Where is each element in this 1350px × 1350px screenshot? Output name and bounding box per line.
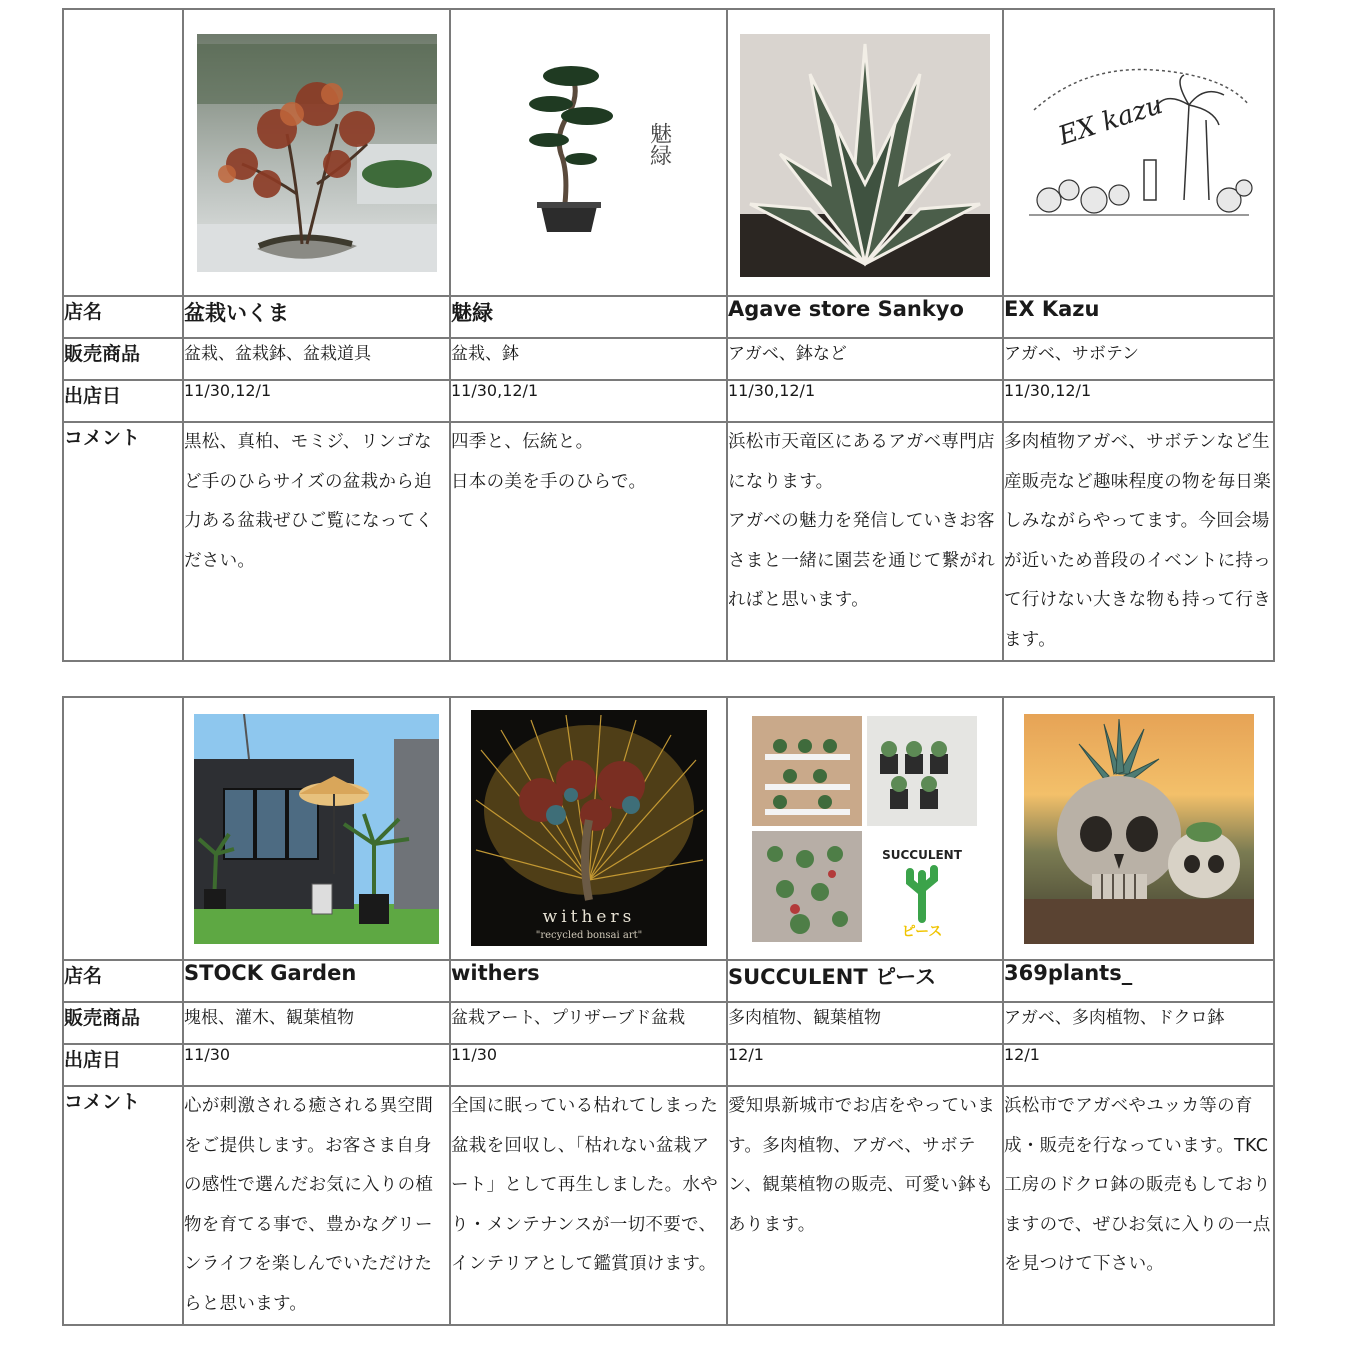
vendor-name: 魅緑 — [450, 296, 727, 338]
vendor-date: 12/1 — [1003, 1044, 1274, 1086]
vendor-table-1 — [62, 8, 1275, 662]
logo-subtext: ピース — [901, 924, 943, 940]
label-comment: コメント — [63, 1086, 183, 1325]
comment-text: 心が刺激される癒される異空間をご提供します。お客さま自身の感性で選んだお気に入りの植物を育てる事で、豊かなグリーンライフを楽しんでいただけたらと思います。 — [184, 1096, 434, 1314]
vendor-products: アガベ、鉢など — [727, 338, 1003, 380]
pine-bonsai-logo — [469, 34, 709, 272]
vendor-image-cell — [727, 9, 1003, 296]
label-name: 店名 — [63, 960, 183, 1002]
vendor-table-2 — [62, 696, 1275, 1326]
vendor-image-cell — [450, 9, 727, 296]
vendor-products: 盆栽、盆栽鉢、盆栽道具 — [183, 338, 450, 380]
label-name: 店名 — [63, 296, 183, 338]
vendor-name: withers — [450, 960, 727, 1002]
comment-text: 全国に眠っている枯れてしまった盆栽を回収し、「枯れない盆栽アート」として再生しました。水やり・メンテナンスが一切不要で、インテリアとして鑑賞頂けます。 — [451, 1096, 718, 1274]
vendor-products: 盆栽、鉢 — [450, 338, 727, 380]
vendor-products: 塊根、灌木、観葉植物 — [183, 1002, 450, 1044]
comment-text: アガベの魅力を発信していきお客さまと一緒に園芸を通じて繋がれればと思います。 — [728, 511, 995, 610]
vendor-comment — [1003, 1086, 1274, 1325]
logo-subtext: "recycled bonsai art" — [535, 930, 642, 941]
comment-text: 四季と、伝統と。 — [451, 432, 594, 452]
comment-text: 浜松市でアガベやユッカ等の育成・販売を行なっています。TKC 工房のドクロ鉢の販売もしておりますので、ぜひお気に入りの一点を見つけて下さい。 — [1004, 1096, 1271, 1274]
label-products: 販売商品 — [63, 1002, 183, 1044]
vendor-name: SUCCULENT ピース — [727, 960, 1003, 1002]
maple-bonsai-photo — [197, 34, 437, 272]
vendor-products: アガベ、多肉植物、ドクロ鉢 — [1003, 1002, 1274, 1044]
vendor-date: 11/30,12/1 — [727, 380, 1003, 422]
comment-text: 浜松市天竜区にあるアガベ専門店になります。 — [728, 432, 995, 492]
vendor-image-cell — [1003, 697, 1274, 960]
succulent-collage — [750, 714, 980, 944]
label-products: 販売商品 — [63, 338, 183, 380]
label-date: 出店日 — [63, 1044, 183, 1086]
vendor-products: アガベ、サボテン — [1003, 338, 1274, 380]
vendor-image-cell — [183, 9, 450, 296]
vendor-products: 多肉植物、観葉植物 — [727, 1002, 1003, 1044]
vendor-image-cell — [183, 697, 450, 960]
vendor-name: STOCK Garden — [183, 960, 450, 1002]
logo-text: withers — [542, 907, 635, 927]
logo-text: SUCCULENT — [882, 848, 962, 862]
vendor-comment — [183, 422, 450, 661]
header-blank-cell — [63, 697, 183, 960]
vendor-image-cell — [1003, 9, 1274, 296]
container-shop-photo — [194, 714, 439, 944]
comment-text: 多肉植物アガベ、サボテンなど生産販売など趣味程度の物を毎日楽しみながらやってます。今回会場が近いため普段のイベントに持って行けない大きな物も持って行きます。 — [1004, 432, 1271, 650]
vendor-image-cell — [450, 697, 727, 960]
agave-photo — [740, 34, 990, 277]
logo-text: 魅緑 — [646, 122, 671, 166]
vendor-date: 12/1 — [727, 1044, 1003, 1086]
vendor-comment — [450, 1086, 727, 1325]
comment-text: 愛知県新城市でお店をやっています。多肉植物、アガベ、サボテン、観葉植物の販売、可愛い鉢もあります。 — [728, 1096, 995, 1235]
bonsai-art-photo — [471, 710, 707, 946]
vendor-name: EX Kazu — [1003, 296, 1274, 338]
vendor-comment — [450, 422, 727, 661]
vendor-image-cell — [727, 697, 1003, 960]
vendor-comment — [183, 1086, 450, 1325]
vendor-date: 11/30,12/1 — [450, 380, 727, 422]
vendor-date: 11/30,12/1 — [183, 380, 450, 422]
label-date: 出店日 — [63, 380, 183, 422]
vendor-date: 11/30 — [183, 1044, 450, 1086]
comment-text: 黒松、真柏、モミジ、リンゴなど手のひらサイズの盆栽から迫力ある盆栽ぜひご覧になってください。 — [184, 432, 434, 571]
header-blank-cell — [63, 9, 183, 296]
vendor-name: 盆栽いくま — [183, 296, 450, 338]
vendor-comment — [1003, 422, 1274, 661]
comment-text: 日本の美を手のひらで。 — [451, 471, 647, 492]
vendor-comment — [727, 1086, 1003, 1325]
logo-text: EX kazu — [1054, 89, 1166, 152]
ex-kazu-logo — [1024, 50, 1254, 230]
vendor-name: Agave store Sankyo — [727, 296, 1003, 338]
skull-pot-photo — [1024, 714, 1254, 944]
vendor-comment — [727, 422, 1003, 661]
vendor-name: 369plants_ — [1003, 960, 1274, 1002]
label-comment: コメント — [63, 422, 183, 661]
vendor-date: 11/30 — [450, 1044, 727, 1086]
vendor-date: 11/30,12/1 — [1003, 380, 1274, 422]
vendor-products: 盆栽アート、プリザーブド盆栽 — [450, 1002, 727, 1044]
